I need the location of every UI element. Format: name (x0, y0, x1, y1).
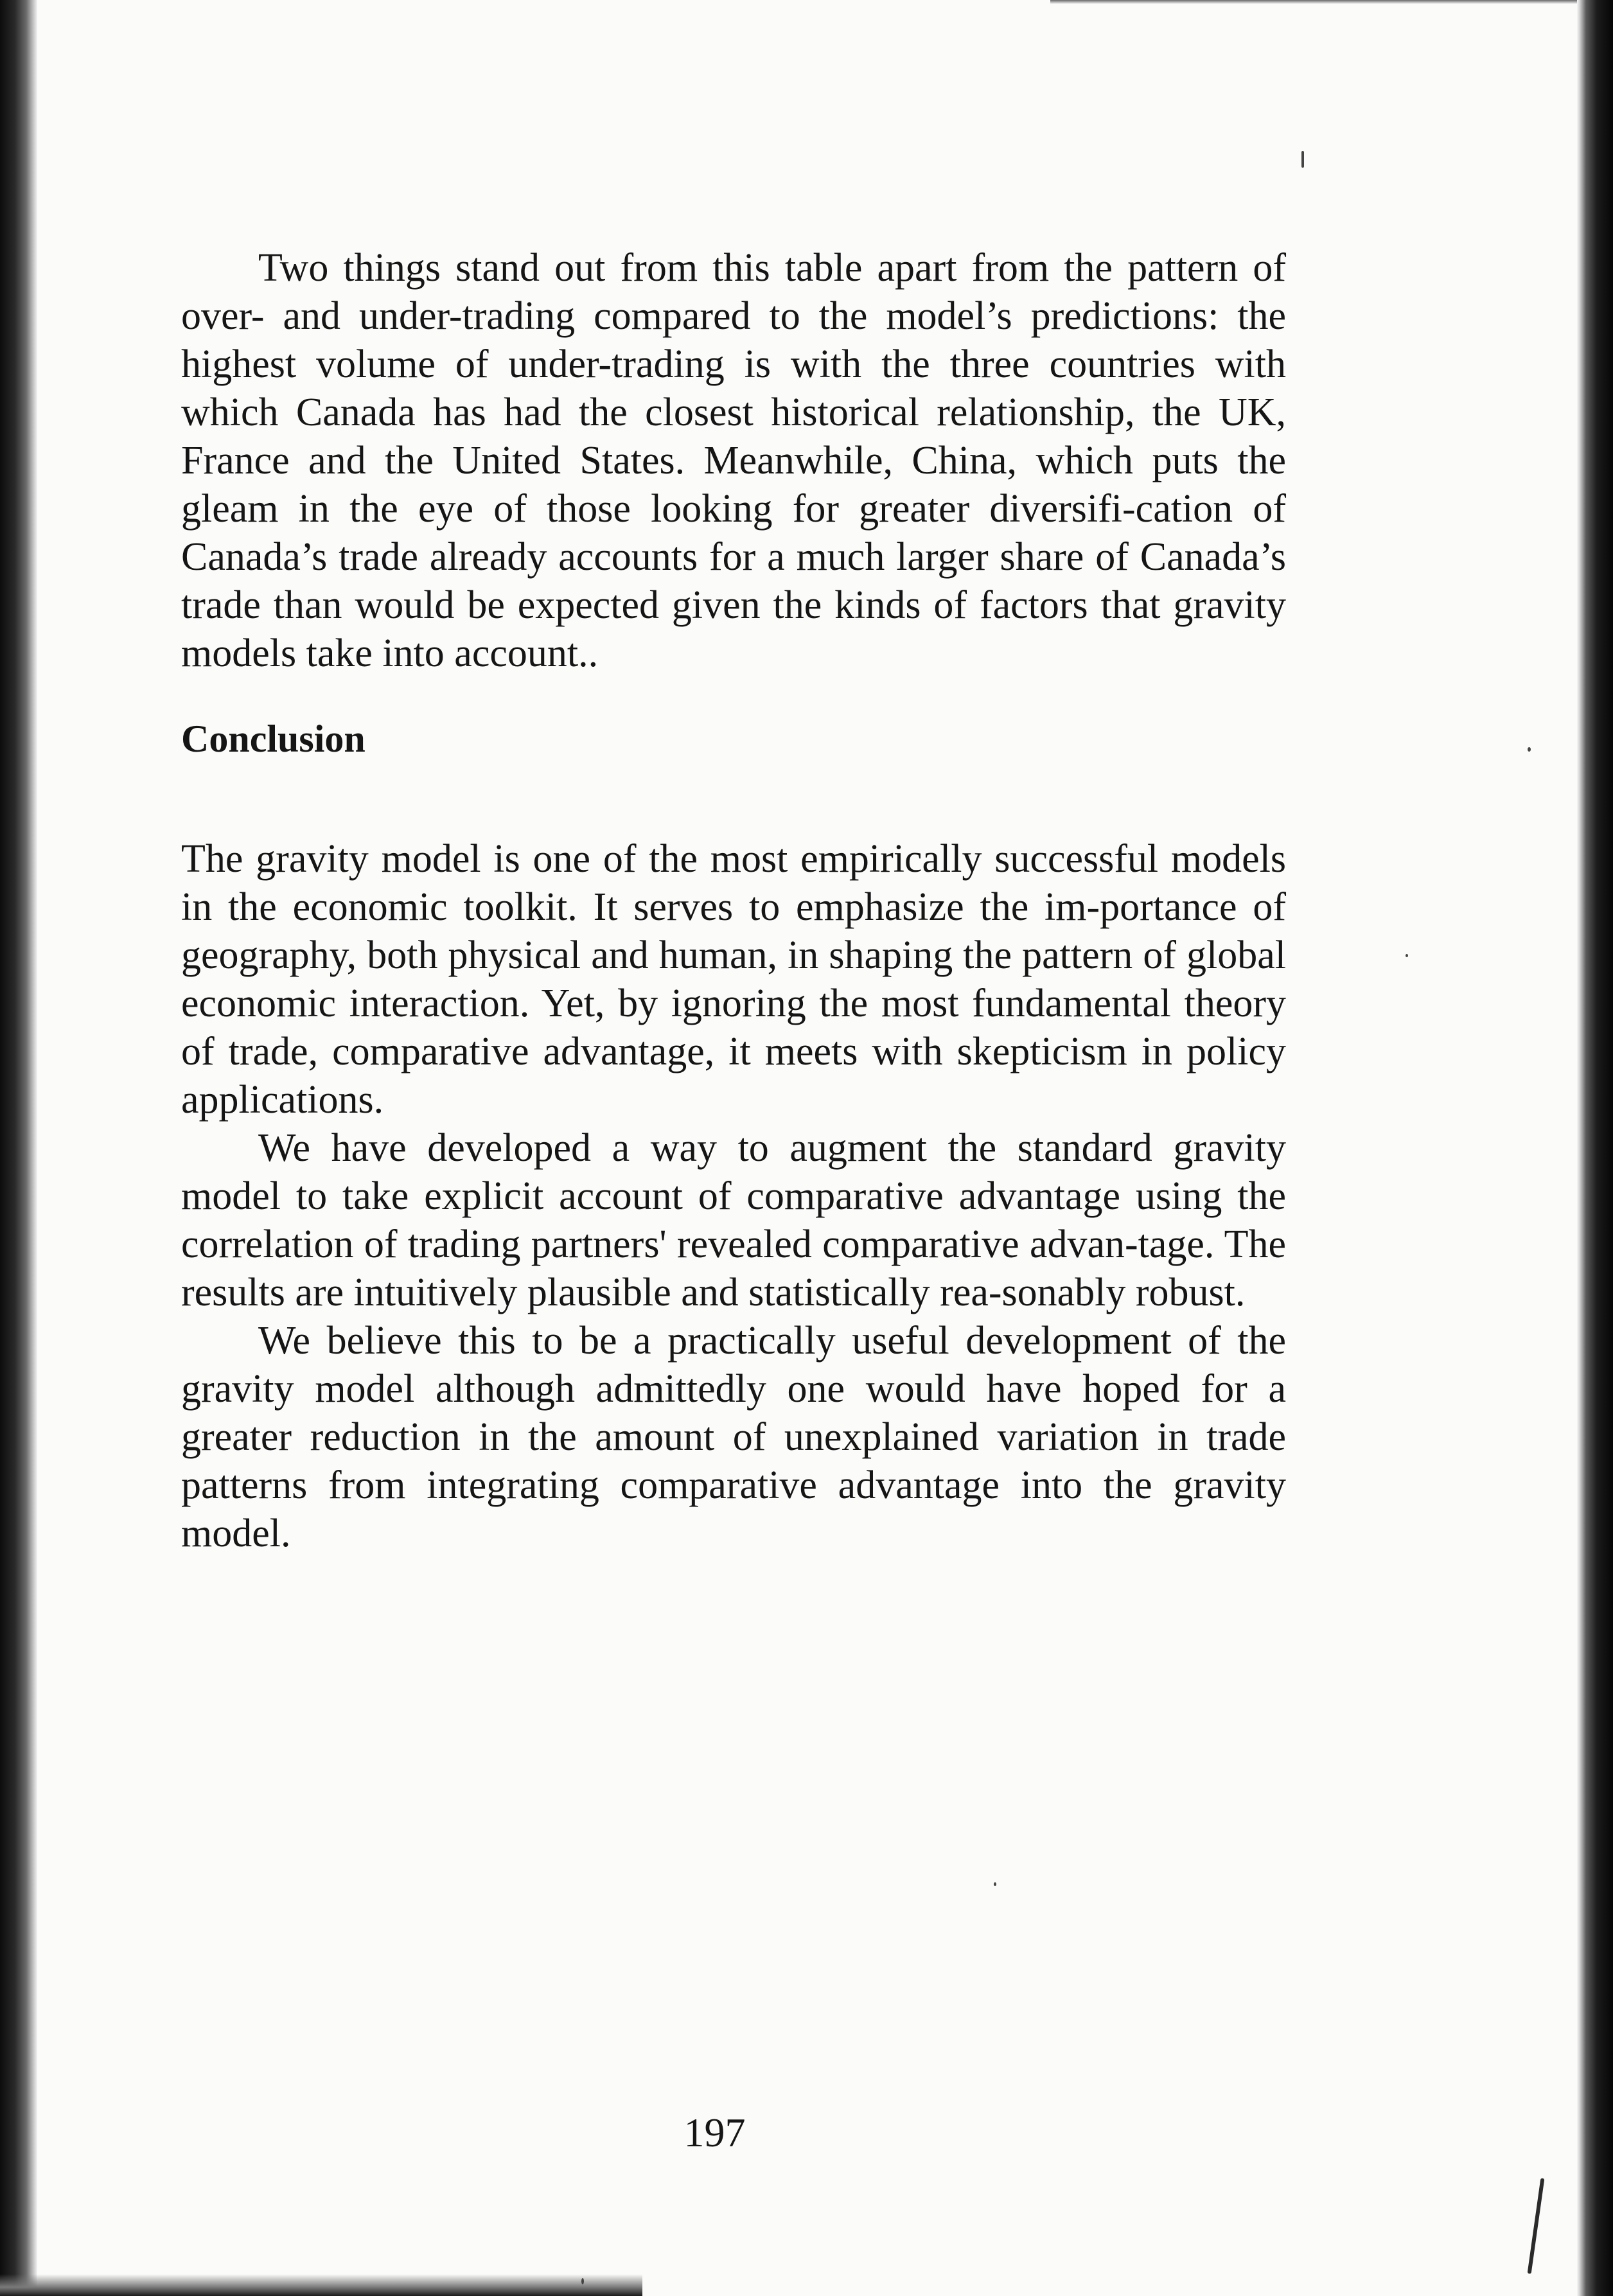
scan-speck (994, 1882, 996, 1886)
scan-speck (1406, 954, 1408, 957)
scan-speck (1528, 2178, 1545, 2274)
scanner-shadow-right (1577, 0, 1613, 2296)
conclusion-paragraph-3: We believe this to be a practically useful development of the gravity model although admittedly one would have hoped for a greater reduction in the amount of unexplained variation in trade patterns from integrating comparative advantage into the gravity model. (181, 1319, 1286, 1555)
page-body (181, 244, 1286, 1558)
table-remarks-paragraph: Two things stand out from this table apart from the pattern of over- and under-trading compared to the model’s predictions: the highest volume of under-trading is with the three countries with which Canada has had the closest historical relationship, the UK, France and the United States. Meanwhile, China, which puts the gleam in the eye of those looking for greater diversifi-cation of Canada’s trade already accounts for a much larger share of Canada’s trade than would be expected given the kinds of factors that gravity models take into account.. (181, 246, 1286, 675)
conclusion-paragraph-2: We have developed a way to augment the standard gravity model to take explicit account of comparative advantage using the correlation of trading partners' revealed comparative advan-tage. The results are intuitively plausible and statistically rea-sonably robust. (181, 1126, 1286, 1314)
binding-shadow-left (0, 0, 37, 2296)
page-number: 197 (683, 2110, 746, 2155)
scan-speck (1301, 151, 1304, 168)
conclusion-heading: Conclusion (181, 718, 366, 760)
scan-speck (581, 2278, 584, 2284)
scanner-shadow-bottom (0, 2274, 642, 2296)
page-edge-top (1050, 0, 1577, 4)
scan-speck (1528, 747, 1531, 752)
conclusion-paragraph-1: The gravity model is one of the most empirically successful models in the economic toolkit. It serves to emphasize the im-portance of geography, both physical and human, in shaping the pattern of global economic interaction. Yet, by ignoring the most fundamental theory of trade, comparative advantage, it meets with skepticism in policy applications. (181, 837, 1286, 1122)
